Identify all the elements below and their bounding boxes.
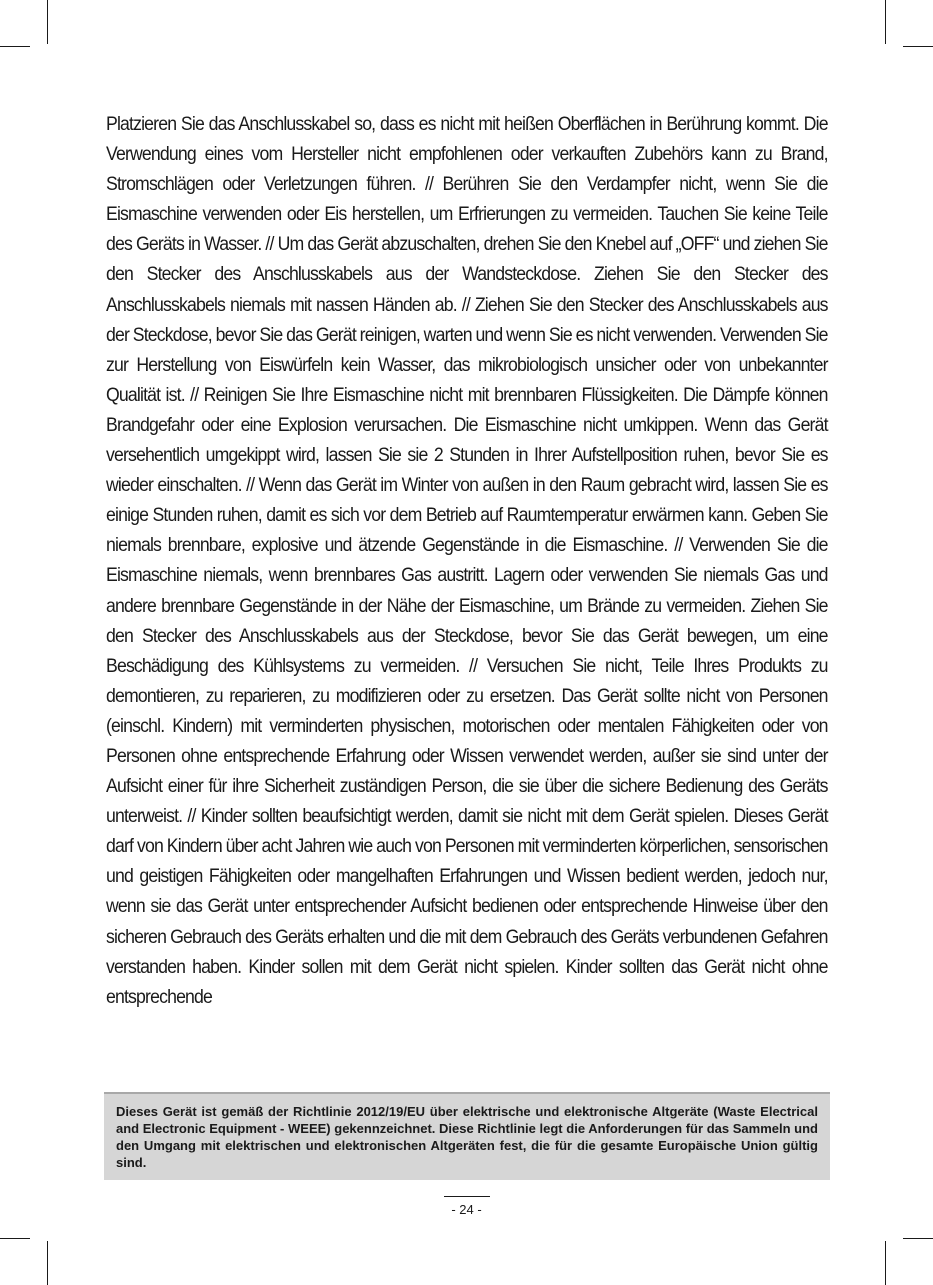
crop-mark <box>0 46 30 47</box>
crop-mark <box>903 1238 933 1239</box>
crop-mark <box>47 0 48 44</box>
footer-divider <box>444 1196 490 1197</box>
crop-mark <box>0 1238 30 1239</box>
crop-mark <box>885 0 886 44</box>
crop-mark <box>47 1241 48 1285</box>
safety-instructions-paragraph: Platzieren Sie das Anschlusskabel so, dass es nicht mit heißen Oberflächen in Berührung kommt. Die Verwendung eines vom Hersteller nicht empfohlenen oder verkauften Zubehörs kann zu Brand, Stromschlägen oder Verletzungen führen. // Berühren Sie den Verdampfer nicht, wenn Sie die Eismaschine verwenden oder Eis herstellen, um Erfrierungen zu vermeiden. Tauchen Sie keine Teile des Geräts in Wasser. // Um das Gerät abzuschalten, drehen Sie den Knebel auf „OFF“ und ziehen Sie den Stecker des Anschlusskabels aus der Wandsteckdose. Ziehen Sie den Stecker des Anschlusskabels niemals mit nassen Händen ab. // Ziehen Sie den Stecker des Anschlusskabels aus der Steckdose, bevor Sie das Gerät reinigen, warten und wenn Sie es nicht verwenden. Verwenden Sie zur Herstellung von Eiswürfeln kein Wasser, das mikrobiologisch unsicher oder von unbekannter Qualität ist. // Reinigen Sie Ihre Eismaschine nicht mit brennbaren Flüssigkeiten. Die Dämpfe können Brandgefahr oder eine Explosion verursachen. Die Eismaschine nicht umkippen. Wenn das Gerät versehentlich umgekippt wird, lassen Sie sie 2 Stunden in Ihrer Aufstellposition ruhen, bevor Sie es wieder einschalten. // Wenn das Gerät im Winter von außen in den Raum gebracht wird, lassen Sie es einige Stunden ruhen, damit es sich vor dem Betrieb auf Raumtemperatur erwärmen kann. Geben Sie niemals brennbare, explosive und ätzende Gegenstände in die Eismaschine. // Verwenden Sie die Eismaschine niemals, wenn brennbares Gas austritt. Lagern oder verwenden Sie niemals Gas und andere brennbare Gegenstände in der Nähe der Eismaschine, um Brände zu vermeiden. Ziehen Sie den Stecker des Anschlusskabels aus der Steckdose, bevor Sie das Gerät bewegen, um eine Beschädigung des Kühlsystems zu vermeiden. // Versuchen Sie nicht, Teile Ihres Produkts zu demontieren, zu reparieren, zu modifizieren oder zu ersetzen. Das Gerät sollte nicht von Personen (einschl. Kindern) mit verminderten physischen, motorischen oder mentalen Fähigkeiten oder von Personen ohne entsprechende Erfahrung oder Wissen verwendet werden, außer sie sind unter der Aufsicht einer für ihre Sicherheit zuständigen Person, die sie über die sichere Bedienung des Geräts unterweist. // Kinder sollten beaufsichtigt werden, damit sie nicht mit dem Gerät spielen. Dieses Gerät darf von Kindern über acht Jahren wie auch von Personen mit verminderten körperlichen, sensorischen und geistigen Fähigkeiten oder mangelhaften Erfahrungen und Wissen bedient werden, jedoch nur, wenn sie das Gerät unter entsprechender Aufsicht bedienen oder entsprechende Hinweise über den sicheren Gebrauch des Geräts erhalten und die mit dem Gebrauch des Geräts verbundenen Gefahren verstanden haben. Kinder sollen mit dem Gerät nicht spielen. Kinder sollten das Gerät nicht ohne entsprechende <box>106 114 828 1008</box>
weee-notice-text: Dieses Gerät ist gemäß der Richtlinie 2012/19/EU über elektrische und elektronische Altgeräte (Waste Electrical and Electronic Equipment - WEEE) gekennzeichnet. Diese Richtlinie legt die Anforderungen für das Sammeln und den Umgang mit elektrischen und elektronischen Altgeräten fest, die für die gesamte Europäische Union gültig sind. <box>116 1104 818 1170</box>
page-number: - 24 - <box>451 1202 482 1217</box>
weee-notice-box <box>104 1092 830 1180</box>
crop-mark <box>903 46 933 47</box>
crop-mark <box>885 1241 886 1285</box>
